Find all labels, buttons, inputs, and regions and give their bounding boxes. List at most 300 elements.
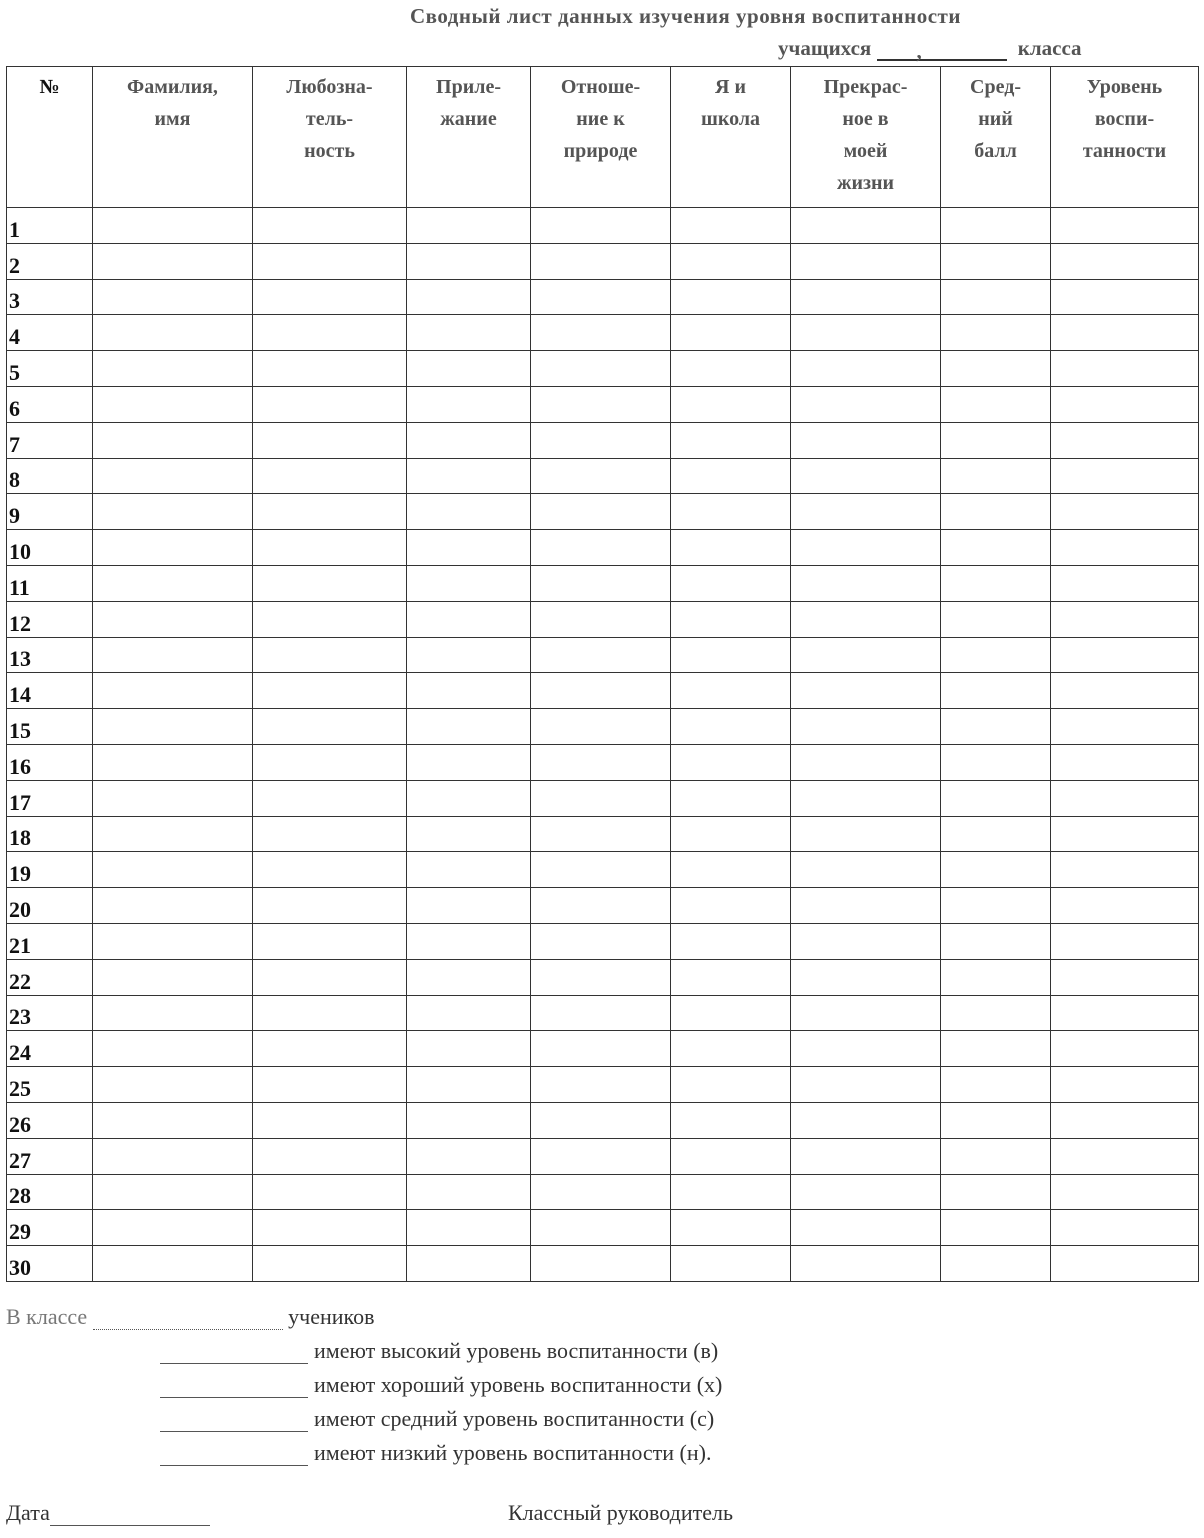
- table-cell[interactable]: [531, 422, 671, 458]
- table-cell[interactable]: [93, 208, 253, 244]
- table-cell[interactable]: [671, 673, 791, 709]
- table-cell[interactable]: [671, 888, 791, 924]
- table-cell[interactable]: [407, 1102, 531, 1138]
- table-cell[interactable]: [253, 923, 407, 959]
- table-cell[interactable]: [531, 386, 671, 422]
- class-count-line: [6, 1304, 375, 1330]
- table-cell[interactable]: [253, 673, 407, 709]
- table-cell[interactable]: [93, 1210, 253, 1246]
- table-cell[interactable]: [941, 530, 1051, 566]
- table-cell[interactable]: [531, 1067, 671, 1103]
- table-cell[interactable]: [407, 744, 531, 780]
- table-row: [7, 351, 1199, 387]
- table-cell[interactable]: [531, 995, 671, 1031]
- table-cell[interactable]: [93, 888, 253, 924]
- table-cell[interactable]: [941, 1138, 1051, 1174]
- row-number: 25: [7, 1067, 93, 1103]
- table-cell[interactable]: [253, 1210, 407, 1246]
- table-cell[interactable]: [941, 494, 1051, 530]
- table-cell[interactable]: [253, 601, 407, 637]
- table-cell[interactable]: [93, 1138, 253, 1174]
- level-line: [160, 1406, 714, 1432]
- table-cell[interactable]: [1051, 923, 1199, 959]
- table-row: [7, 422, 1199, 458]
- table-cell[interactable]: [253, 458, 407, 494]
- table-cell[interactable]: [1051, 1031, 1199, 1067]
- table-cell[interactable]: [93, 1174, 253, 1210]
- table-cell[interactable]: [671, 1246, 791, 1282]
- table-cell[interactable]: [791, 744, 941, 780]
- table-cell[interactable]: [531, 1210, 671, 1246]
- table-row: [7, 852, 1199, 888]
- table-cell[interactable]: [253, 888, 407, 924]
- table-cell[interactable]: [791, 923, 941, 959]
- table-cell[interactable]: [407, 494, 531, 530]
- table-cell[interactable]: [671, 351, 791, 387]
- date-label: Дата: [6, 1500, 50, 1525]
- table-cell[interactable]: [407, 1031, 531, 1067]
- table-cell[interactable]: [671, 816, 791, 852]
- table-cell[interactable]: [671, 315, 791, 351]
- table-cell[interactable]: [253, 744, 407, 780]
- table-cell[interactable]: [1051, 243, 1199, 279]
- table-cell[interactable]: [531, 1174, 671, 1210]
- table-cell[interactable]: [253, 1031, 407, 1067]
- table-cell[interactable]: [791, 637, 941, 673]
- table-cell[interactable]: [671, 243, 791, 279]
- table-cell[interactable]: [531, 315, 671, 351]
- table-cell[interactable]: [1051, 530, 1199, 566]
- column-header-7: Сред- ний балл: [941, 67, 1051, 208]
- row-number: 28: [7, 1174, 93, 1210]
- table-cell[interactable]: [671, 1102, 791, 1138]
- table-cell[interactable]: [1051, 780, 1199, 816]
- document-subtitle: [778, 36, 1082, 61]
- table-cell[interactable]: [671, 852, 791, 888]
- table-cell[interactable]: [671, 923, 791, 959]
- level-count-blank[interactable]: [160, 1343, 308, 1364]
- table-cell[interactable]: [407, 458, 531, 494]
- table-cell[interactable]: [791, 959, 941, 995]
- table-row: [7, 1174, 1199, 1210]
- level-label: имеют хороший уровень воспитанности (х): [314, 1372, 723, 1397]
- row-number: 14: [7, 673, 93, 709]
- subtitle-students-label: учащихся: [778, 36, 872, 60]
- row-number: 23: [7, 995, 93, 1031]
- table-cell[interactable]: [531, 279, 671, 315]
- row-number: 19: [7, 852, 93, 888]
- table-cell[interactable]: [791, 530, 941, 566]
- class-count-blank[interactable]: [93, 1309, 283, 1330]
- table-cell[interactable]: [791, 386, 941, 422]
- table-cell[interactable]: [791, 1174, 941, 1210]
- table-cell[interactable]: [1051, 601, 1199, 637]
- table-row: [7, 637, 1199, 673]
- table-cell[interactable]: [671, 1138, 791, 1174]
- table-cell[interactable]: [253, 1174, 407, 1210]
- table-cell[interactable]: [791, 1102, 941, 1138]
- table-cell[interactable]: [671, 959, 791, 995]
- table-cell[interactable]: [253, 243, 407, 279]
- table-cell[interactable]: [93, 923, 253, 959]
- table-cell[interactable]: [671, 422, 791, 458]
- table-cell[interactable]: [1051, 1138, 1199, 1174]
- table-cell[interactable]: [93, 279, 253, 315]
- table-cell[interactable]: [941, 1246, 1051, 1282]
- table-cell[interactable]: [531, 709, 671, 745]
- table-cell[interactable]: [93, 458, 253, 494]
- table-cell[interactable]: [93, 780, 253, 816]
- table-cell[interactable]: [941, 959, 1051, 995]
- table-cell[interactable]: [941, 243, 1051, 279]
- table-cell[interactable]: [791, 494, 941, 530]
- table-row: [7, 816, 1199, 852]
- table-cell[interactable]: [941, 1031, 1051, 1067]
- table-cell[interactable]: [531, 494, 671, 530]
- table-cell[interactable]: [93, 1067, 253, 1103]
- table-cell[interactable]: [93, 1102, 253, 1138]
- table-cell[interactable]: [407, 208, 531, 244]
- row-number: 7: [7, 422, 93, 458]
- row-number: 11: [7, 565, 93, 601]
- table-cell[interactable]: [407, 959, 531, 995]
- row-number: 12: [7, 601, 93, 637]
- table-cell[interactable]: [791, 208, 941, 244]
- table-cell[interactable]: [791, 709, 941, 745]
- table-cell[interactable]: [1051, 1174, 1199, 1210]
- table-cell[interactable]: [407, 709, 531, 745]
- table-cell[interactable]: [531, 1138, 671, 1174]
- table-cell[interactable]: [941, 458, 1051, 494]
- table-cell[interactable]: [941, 673, 1051, 709]
- table-cell[interactable]: [253, 422, 407, 458]
- table-cell[interactable]: [941, 386, 1051, 422]
- table-cell[interactable]: [407, 995, 531, 1031]
- table-cell[interactable]: [531, 637, 671, 673]
- table-cell[interactable]: [407, 601, 531, 637]
- table-cell[interactable]: [671, 494, 791, 530]
- table-cell[interactable]: [1051, 744, 1199, 780]
- table-cell[interactable]: [1051, 959, 1199, 995]
- table-cell[interactable]: [93, 494, 253, 530]
- table-cell[interactable]: [531, 923, 671, 959]
- table-cell[interactable]: [407, 780, 531, 816]
- table-cell[interactable]: [1051, 709, 1199, 745]
- table-cell[interactable]: [941, 315, 1051, 351]
- table-cell[interactable]: [941, 780, 1051, 816]
- table-cell[interactable]: [253, 386, 407, 422]
- table-cell[interactable]: [407, 816, 531, 852]
- table-cell[interactable]: [531, 816, 671, 852]
- table-cell[interactable]: [791, 351, 941, 387]
- table-cell[interactable]: [531, 852, 671, 888]
- table-cell[interactable]: [253, 1246, 407, 1282]
- table-cell[interactable]: [791, 780, 941, 816]
- table-cell[interactable]: [531, 959, 671, 995]
- table-cell[interactable]: [941, 1174, 1051, 1210]
- table-cell[interactable]: [407, 1138, 531, 1174]
- table-row: [7, 780, 1199, 816]
- column-header-8: Уровень воспи- танности: [1051, 67, 1199, 208]
- table-cell[interactable]: [791, 1246, 941, 1282]
- table-cell[interactable]: [407, 315, 531, 351]
- table-cell[interactable]: [407, 351, 531, 387]
- table-cell[interactable]: [941, 279, 1051, 315]
- table-cell[interactable]: [93, 709, 253, 745]
- column-header-0: №: [7, 67, 93, 208]
- table-cell[interactable]: [93, 816, 253, 852]
- table-cell[interactable]: [941, 351, 1051, 387]
- table-cell[interactable]: [671, 995, 791, 1031]
- table-cell[interactable]: [1051, 565, 1199, 601]
- table-cell[interactable]: [531, 1246, 671, 1282]
- date-line: [6, 1500, 210, 1526]
- table-cell[interactable]: [407, 852, 531, 888]
- table-cell[interactable]: [253, 780, 407, 816]
- table-cell[interactable]: [941, 888, 1051, 924]
- table-cell[interactable]: [407, 530, 531, 566]
- row-number: 13: [7, 637, 93, 673]
- column-header-6: Прекрас- ное в моей жизни: [791, 67, 941, 208]
- table-cell[interactable]: [791, 852, 941, 888]
- table-cell[interactable]: [407, 673, 531, 709]
- table-cell[interactable]: [407, 1174, 531, 1210]
- table-cell[interactable]: [1051, 351, 1199, 387]
- table-cell[interactable]: [941, 816, 1051, 852]
- table-cell[interactable]: [93, 422, 253, 458]
- table-cell[interactable]: [671, 1031, 791, 1067]
- table-cell[interactable]: [407, 386, 531, 422]
- table-row: [7, 1246, 1199, 1282]
- table-cell[interactable]: [1051, 1067, 1199, 1103]
- row-number: 20: [7, 888, 93, 924]
- table-cell[interactable]: [253, 1067, 407, 1103]
- row-number: 15: [7, 709, 93, 745]
- table-cell[interactable]: [531, 565, 671, 601]
- table-row: [7, 458, 1199, 494]
- table-cell[interactable]: [93, 995, 253, 1031]
- table-cell[interactable]: [93, 386, 253, 422]
- row-number: 24: [7, 1031, 93, 1067]
- table-cell[interactable]: [253, 208, 407, 244]
- table-cell[interactable]: [531, 458, 671, 494]
- table-cell[interactable]: [1051, 637, 1199, 673]
- table-cell[interactable]: [1051, 494, 1199, 530]
- table-cell[interactable]: [671, 1067, 791, 1103]
- table-cell[interactable]: [671, 1210, 791, 1246]
- table-cell[interactable]: [253, 852, 407, 888]
- table-cell[interactable]: [791, 601, 941, 637]
- row-number: 5: [7, 351, 93, 387]
- table-cell[interactable]: [1051, 422, 1199, 458]
- table-cell[interactable]: [407, 422, 531, 458]
- table-cell[interactable]: [671, 1174, 791, 1210]
- table-cell[interactable]: [253, 351, 407, 387]
- table-cell[interactable]: [941, 208, 1051, 244]
- table-cell[interactable]: [671, 208, 791, 244]
- table-cell[interactable]: [93, 744, 253, 780]
- teacher-line: [508, 1500, 733, 1526]
- column-header-1: Фамилия, имя: [93, 67, 253, 208]
- table-cell[interactable]: [941, 923, 1051, 959]
- table-cell[interactable]: [941, 565, 1051, 601]
- table-cell[interactable]: [791, 888, 941, 924]
- table-row: [7, 673, 1199, 709]
- table-cell[interactable]: [671, 386, 791, 422]
- class-number-blank[interactable]: [877, 41, 1007, 61]
- column-header-3: Приле- жание: [407, 67, 531, 208]
- table-cell[interactable]: [93, 565, 253, 601]
- table-cell[interactable]: [531, 208, 671, 244]
- level-count-blank[interactable]: [160, 1445, 308, 1466]
- table-cell[interactable]: [671, 601, 791, 637]
- table-cell[interactable]: [791, 279, 941, 315]
- table-cell[interactable]: [253, 1102, 407, 1138]
- level-count-blank[interactable]: [160, 1411, 308, 1432]
- table-cell[interactable]: [1051, 458, 1199, 494]
- table-cell[interactable]: [1051, 315, 1199, 351]
- table-cell[interactable]: [1051, 386, 1199, 422]
- table-row: [7, 565, 1199, 601]
- table-cell[interactable]: [531, 888, 671, 924]
- table-cell[interactable]: [531, 601, 671, 637]
- table-cell[interactable]: [93, 1031, 253, 1067]
- table-cell[interactable]: [253, 709, 407, 745]
- table-cell[interactable]: [791, 816, 941, 852]
- table-cell[interactable]: [941, 601, 1051, 637]
- table-cell[interactable]: [407, 1246, 531, 1282]
- table-cell[interactable]: [93, 351, 253, 387]
- table-cell[interactable]: [941, 709, 1051, 745]
- date-blank[interactable]: [50, 1505, 210, 1526]
- table-cell[interactable]: [671, 530, 791, 566]
- table-cell[interactable]: [941, 637, 1051, 673]
- table-cell[interactable]: [791, 1031, 941, 1067]
- table-cell[interactable]: [531, 351, 671, 387]
- table-cell[interactable]: [407, 1210, 531, 1246]
- table-cell[interactable]: [93, 243, 253, 279]
- table-cell[interactable]: [1051, 852, 1199, 888]
- row-number: 1: [7, 208, 93, 244]
- table-cell[interactable]: [1051, 995, 1199, 1031]
- table-row: [7, 315, 1199, 351]
- table-cell[interactable]: [1051, 279, 1199, 315]
- level-count-blank[interactable]: [160, 1377, 308, 1398]
- table-cell[interactable]: [1051, 1102, 1199, 1138]
- table-cell[interactable]: [407, 637, 531, 673]
- table-cell[interactable]: [93, 673, 253, 709]
- row-number: 21: [7, 923, 93, 959]
- table-cell[interactable]: [93, 959, 253, 995]
- table-cell[interactable]: [791, 243, 941, 279]
- table-cell[interactable]: [1051, 816, 1199, 852]
- table-cell[interactable]: [531, 780, 671, 816]
- table-cell[interactable]: [407, 1067, 531, 1103]
- table-row: [7, 923, 1199, 959]
- table-cell[interactable]: [407, 888, 531, 924]
- table-cell[interactable]: [407, 923, 531, 959]
- table-cell[interactable]: [531, 530, 671, 566]
- document-title: Сводный лист данных изучения уровня воспитанности: [410, 4, 961, 28]
- table-cell[interactable]: [531, 1031, 671, 1067]
- table-cell[interactable]: [93, 530, 253, 566]
- table-cell[interactable]: [941, 422, 1051, 458]
- table-cell[interactable]: [791, 1067, 941, 1103]
- table-cell[interactable]: [941, 1210, 1051, 1246]
- table-cell[interactable]: [93, 315, 253, 351]
- table-cell[interactable]: [93, 852, 253, 888]
- row-number: 8: [7, 458, 93, 494]
- table-cell[interactable]: [941, 1102, 1051, 1138]
- table-cell[interactable]: [407, 565, 531, 601]
- table-cell[interactable]: [671, 637, 791, 673]
- table-cell[interactable]: [253, 1138, 407, 1174]
- table-cell[interactable]: [1051, 208, 1199, 244]
- column-header-4: Отноше- ние к природе: [531, 67, 671, 208]
- table-cell[interactable]: [1051, 1246, 1199, 1282]
- table-cell[interactable]: [531, 1102, 671, 1138]
- table-cell[interactable]: [671, 780, 791, 816]
- table-cell[interactable]: [531, 243, 671, 279]
- table-cell[interactable]: [791, 1138, 941, 1174]
- table-cell[interactable]: [93, 601, 253, 637]
- table-cell[interactable]: [791, 315, 941, 351]
- table-cell[interactable]: [671, 709, 791, 745]
- table-cell[interactable]: [253, 959, 407, 995]
- table-cell[interactable]: [253, 816, 407, 852]
- table-cell[interactable]: [1051, 888, 1199, 924]
- table-cell[interactable]: [671, 458, 791, 494]
- table-row: [7, 530, 1199, 566]
- table-cell[interactable]: [791, 1210, 941, 1246]
- table-cell[interactable]: [253, 315, 407, 351]
- table-cell[interactable]: [407, 243, 531, 279]
- table-cell[interactable]: [1051, 673, 1199, 709]
- table-cell[interactable]: [253, 530, 407, 566]
- table-cell[interactable]: [671, 744, 791, 780]
- table-cell[interactable]: [791, 422, 941, 458]
- table-cell[interactable]: [407, 279, 531, 315]
- table-row: [7, 888, 1199, 924]
- table-row: [7, 386, 1199, 422]
- table-cell[interactable]: [791, 565, 941, 601]
- table-cell[interactable]: [531, 673, 671, 709]
- table-cell[interactable]: [253, 565, 407, 601]
- table-cell[interactable]: [253, 494, 407, 530]
- column-header-2: Любозна- тель- ность: [253, 67, 407, 208]
- table-body: [7, 208, 1199, 1282]
- table-cell[interactable]: [941, 852, 1051, 888]
- table-cell[interactable]: [531, 744, 671, 780]
- row-number: 4: [7, 315, 93, 351]
- table-cell[interactable]: [93, 637, 253, 673]
- table-cell[interactable]: [671, 279, 791, 315]
- table-cell[interactable]: [941, 1067, 1051, 1103]
- table-cell[interactable]: [93, 1246, 253, 1282]
- table-cell[interactable]: [253, 279, 407, 315]
- table-row: [7, 709, 1199, 745]
- students-label: учеников: [288, 1304, 375, 1329]
- table-cell[interactable]: [941, 744, 1051, 780]
- table-cell[interactable]: [791, 673, 941, 709]
- table-cell[interactable]: [253, 637, 407, 673]
- table-cell[interactable]: [253, 995, 407, 1031]
- table-cell[interactable]: [941, 995, 1051, 1031]
- table-cell[interactable]: [1051, 1210, 1199, 1246]
- table-cell[interactable]: [791, 458, 941, 494]
- table-cell[interactable]: [791, 995, 941, 1031]
- table-cell[interactable]: [671, 565, 791, 601]
